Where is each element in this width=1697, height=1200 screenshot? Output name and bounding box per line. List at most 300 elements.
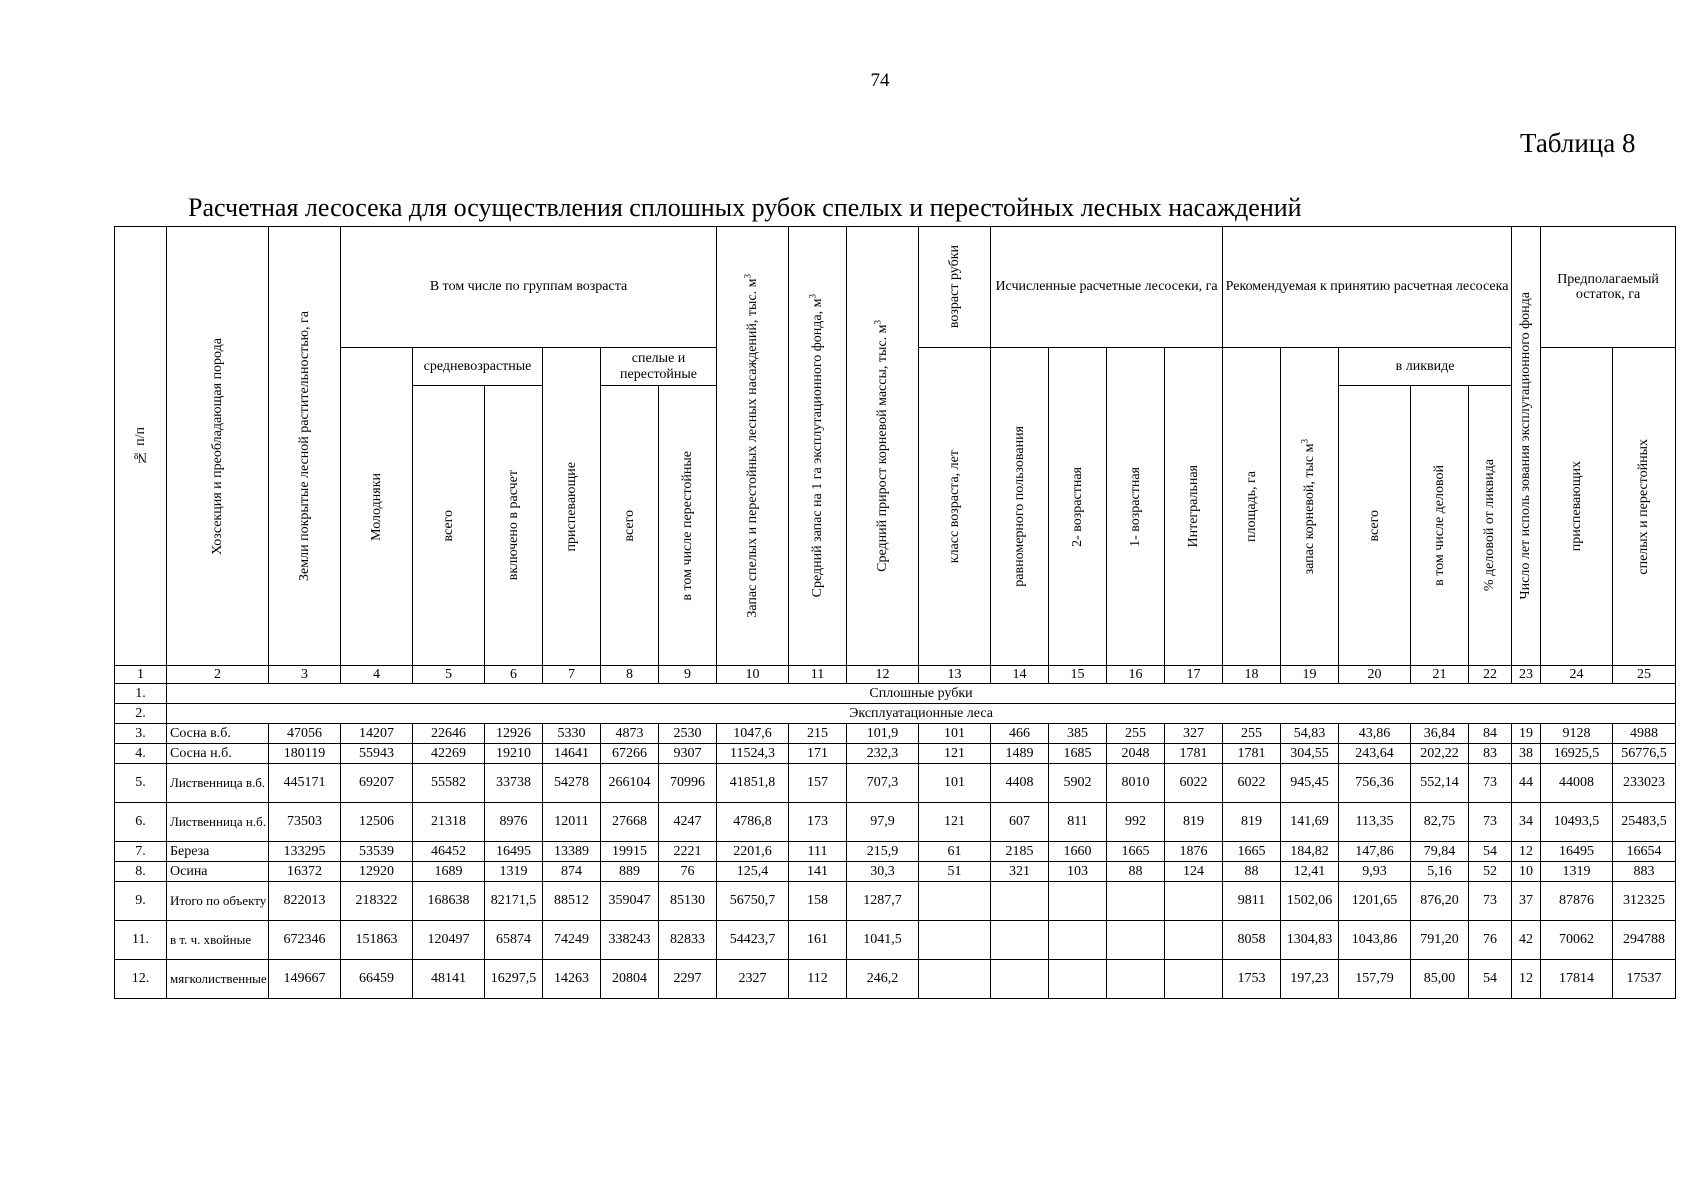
table-cell: 41851,8	[717, 764, 789, 803]
table-cell: 101,9	[847, 724, 919, 744]
table-cell: 69207	[341, 764, 413, 803]
table-cell: 73	[1469, 764, 1512, 803]
table-cell: 445171	[269, 764, 341, 803]
col-number: 10	[717, 666, 789, 684]
header-mature-stock: Запас спелых и перестойных лесных насаждений, тыс. $м^3$	[717, 227, 789, 666]
table-cell: 65874	[485, 921, 543, 960]
table-cell: 321	[991, 862, 1049, 882]
header-age-class: класс возраста, лет	[919, 348, 991, 666]
table-cell: 243,64	[1339, 744, 1411, 764]
header-section-species: Хозсекция и преобладающая порода	[167, 227, 269, 666]
col-number: 12	[847, 666, 919, 684]
table-cell: 88512	[543, 882, 601, 921]
section-row-exploitation	[115, 704, 1676, 724]
table-cell: 992	[1107, 803, 1165, 842]
table-cell: 79,84	[1411, 842, 1469, 862]
col-number: 1	[115, 666, 167, 684]
table-cell: 1502,06	[1281, 882, 1339, 921]
table-cell: 756,36	[1339, 764, 1411, 803]
table-cell: 56750,7	[717, 882, 789, 921]
table-cell	[991, 882, 1049, 921]
table-container	[114, 226, 1675, 995]
col-number: 6	[485, 666, 543, 684]
table-cell	[991, 960, 1049, 999]
section-title: Сплошные рубки	[167, 684, 1676, 704]
table-cell: 171	[789, 744, 847, 764]
table-cell: 55943	[341, 744, 413, 764]
table-cell: 44008	[1541, 764, 1613, 803]
table-row	[115, 744, 1676, 764]
row-label: Лиственница в.б.	[167, 764, 269, 803]
table-cell: 157	[789, 764, 847, 803]
table-row	[115, 724, 1676, 744]
table-cell: 111	[789, 842, 847, 862]
header-avg-stock-per-ha: Средний запас на 1 га эксплутационного фонда, $м^3$	[789, 227, 847, 666]
table-cell: 822013	[269, 882, 341, 921]
table-cell: 61	[919, 842, 991, 862]
table-cell: 6022	[1165, 764, 1223, 803]
table-cell: 819	[1165, 803, 1223, 842]
header-middle-aged: средневозрастные	[413, 348, 543, 386]
table-cell: 14263	[543, 960, 601, 999]
table-cell: 70062	[1541, 921, 1613, 960]
row-number: 4.	[115, 744, 167, 764]
table-cell: 607	[991, 803, 1049, 842]
col-number: 23	[1512, 666, 1541, 684]
table-cell: 54423,7	[717, 921, 789, 960]
table-cell: 466	[991, 724, 1049, 744]
table-cell: 4873	[601, 724, 659, 744]
table-cell: 33738	[485, 764, 543, 803]
table-cell: 233023	[1613, 764, 1676, 803]
header-one-age: 1- возрастная	[1107, 348, 1165, 666]
table-cell: 2048	[1107, 744, 1165, 764]
table-cell: 304,55	[1281, 744, 1339, 764]
table-cell: 12	[1512, 842, 1541, 862]
row-number: 6.	[115, 803, 167, 842]
table-cell: 1201,65	[1339, 882, 1411, 921]
table-cell	[1049, 921, 1107, 960]
table-cell: 82833	[659, 921, 717, 960]
col-number: 4	[341, 666, 413, 684]
header-row-num: № п/п	[115, 227, 167, 666]
header-liquid-business: в том числе деловой	[1411, 386, 1469, 666]
table-cell: 30,3	[847, 862, 919, 882]
table-cell: 4247	[659, 803, 717, 842]
row-number: 8.	[115, 862, 167, 882]
table-cell: 173	[789, 803, 847, 842]
table-cell: 14641	[543, 744, 601, 764]
header-years-of-use: Число лет исполь зования эксплутационного фонда	[1512, 227, 1541, 666]
table-cell	[1165, 882, 1223, 921]
header-mature-total: всего	[601, 386, 659, 666]
table-row	[115, 882, 1676, 921]
table-cell: 141,69	[1281, 803, 1339, 842]
table-cell: 17537	[1613, 960, 1676, 999]
table-cell: 5902	[1049, 764, 1107, 803]
table-cell: 1781	[1165, 744, 1223, 764]
table-cell: 12920	[341, 862, 413, 882]
table-cell: 44	[1512, 764, 1541, 803]
col-number: 19	[1281, 666, 1339, 684]
table-cell: 125,4	[717, 862, 789, 882]
table-cell: 327	[1165, 724, 1223, 744]
table-cell: 38	[1512, 744, 1541, 764]
table-cell: 121	[919, 803, 991, 842]
header-recommended-cut: Рекомендуемая к принятию расчетная лесосека	[1223, 227, 1512, 348]
table-cell: 2185	[991, 842, 1049, 862]
table-cell: 672346	[269, 921, 341, 960]
section-title: Эксплуатационные леса	[167, 704, 1676, 724]
col-number: 7	[543, 666, 601, 684]
table-cell: 16372	[269, 862, 341, 882]
table-cell: 8976	[485, 803, 543, 842]
table-cell: 4408	[991, 764, 1049, 803]
table-cell: 120497	[413, 921, 485, 960]
table-cell: 83	[1469, 744, 1512, 764]
table-cell: 133295	[269, 842, 341, 862]
table-cell: 8058	[1223, 921, 1281, 960]
table-cell: 385	[1049, 724, 1107, 744]
table-cell: 255	[1223, 724, 1281, 744]
table-cell: 151863	[341, 921, 413, 960]
row-label: Лиственница н.б.	[167, 803, 269, 842]
table-cell: 73503	[269, 803, 341, 842]
row-label: Сосна в.б.	[167, 724, 269, 744]
table-cell	[1107, 882, 1165, 921]
col-number: 20	[1339, 666, 1411, 684]
col-number: 15	[1049, 666, 1107, 684]
table-cell: 1665	[1223, 842, 1281, 862]
row-label: Береза	[167, 842, 269, 862]
table-cell: 158	[789, 882, 847, 921]
table-cell: 70996	[659, 764, 717, 803]
table-cell	[1165, 960, 1223, 999]
table-cell: 19	[1512, 724, 1541, 744]
table-cell: 20804	[601, 960, 659, 999]
table-cell: 82171,5	[485, 882, 543, 921]
table-cell: 13389	[543, 842, 601, 862]
table-row	[115, 764, 1676, 803]
row-label: Итого по объекту	[167, 882, 269, 921]
table-cell: 12926	[485, 724, 543, 744]
row-label: Сосна н.б.	[167, 744, 269, 764]
table-cell: 2327	[717, 960, 789, 999]
table-cell: 76	[659, 862, 717, 882]
table-cell: 1781	[1223, 744, 1281, 764]
table-cell: 218322	[341, 882, 413, 921]
table-cell: 48141	[413, 960, 485, 999]
header-liquid-total: всего	[1339, 386, 1411, 666]
table-cell: 359047	[601, 882, 659, 921]
table-row	[115, 842, 1676, 862]
col-number: 13	[919, 666, 991, 684]
table-cell	[919, 960, 991, 999]
table-cell: 1319	[485, 862, 543, 882]
row-number: 9.	[115, 882, 167, 921]
table-cell: 54278	[543, 764, 601, 803]
table-cell: 25483,5	[1613, 803, 1676, 842]
table-cell: 16654	[1613, 842, 1676, 862]
row-number: 3.	[115, 724, 167, 744]
table-cell: 47056	[269, 724, 341, 744]
table-cell: 1665	[1107, 842, 1165, 862]
header-row-1	[115, 227, 1676, 348]
table-cell: 87876	[1541, 882, 1613, 921]
col-number: 16	[1107, 666, 1165, 684]
section-row-clear-cuts	[115, 684, 1676, 704]
table-cell: 113,35	[1339, 803, 1411, 842]
table-cell: 819	[1223, 803, 1281, 842]
table-cell: 811	[1049, 803, 1107, 842]
cutting-table	[114, 226, 1676, 999]
table-cell: 8010	[1107, 764, 1165, 803]
table-cell: 17814	[1541, 960, 1613, 999]
table-cell: 707,3	[847, 764, 919, 803]
row-number: 12.	[115, 960, 167, 999]
table-cell: 73	[1469, 803, 1512, 842]
table-cell	[919, 921, 991, 960]
table-cell: 16925,5	[1541, 744, 1613, 764]
table-cell: 202,22	[1411, 744, 1469, 764]
row-label: в т. ч. хвойные	[167, 921, 269, 960]
header-calculated-cuts: Исчисленные расчетные лесосеки, га	[991, 227, 1223, 348]
table-cell: 791,20	[1411, 921, 1469, 960]
table-cell: 180119	[269, 744, 341, 764]
col-number: 18	[1223, 666, 1281, 684]
header-area: площадь, га	[1223, 348, 1281, 666]
col-number: 9	[659, 666, 717, 684]
table-cell	[1049, 960, 1107, 999]
header-premature: приспевающие	[543, 348, 601, 666]
header-business-pct: % деловой от ликвида	[1469, 386, 1512, 666]
table-cell: 889	[601, 862, 659, 882]
col-number: 17	[1165, 666, 1223, 684]
col-number: 5	[413, 666, 485, 684]
table-cell: 97,9	[847, 803, 919, 842]
table-cell: 5,16	[1411, 862, 1469, 882]
table-cell: 19210	[485, 744, 543, 764]
table-row	[115, 862, 1676, 882]
table-cell: 73	[1469, 882, 1512, 921]
table-cell: 53539	[341, 842, 413, 862]
table-cell: 2297	[659, 960, 717, 999]
table-cell: 12	[1512, 960, 1541, 999]
table-cell: 215	[789, 724, 847, 744]
col-number: 3	[269, 666, 341, 684]
table-cell	[1165, 921, 1223, 960]
table-cell: 76	[1469, 921, 1512, 960]
table-cell: 85,00	[1411, 960, 1469, 999]
table-cell: 197,23	[1281, 960, 1339, 999]
header-mature-group: спелые и перестойные	[601, 348, 717, 386]
table-cell: 19915	[601, 842, 659, 862]
table-cell: 945,45	[1281, 764, 1339, 803]
table-cell: 1319	[1541, 862, 1613, 882]
table-cell: 16495	[485, 842, 543, 862]
table-cell: 266104	[601, 764, 659, 803]
table-cell: 82,75	[1411, 803, 1469, 842]
table-cell: 147,86	[1339, 842, 1411, 862]
column-number-row	[115, 666, 1676, 684]
page-number: 74	[870, 70, 890, 91]
table-cell: 12506	[341, 803, 413, 842]
col-number: 11	[789, 666, 847, 684]
table-cell: 9307	[659, 744, 717, 764]
header-overmature: в том числе перестойные	[659, 386, 717, 666]
table-cell: 101	[919, 764, 991, 803]
table-cell: 10	[1512, 862, 1541, 882]
table-cell: 66459	[341, 960, 413, 999]
table-cell: 12,41	[1281, 862, 1339, 882]
table-cell: 4786,8	[717, 803, 789, 842]
row-number: 11.	[115, 921, 167, 960]
table-cell: 312325	[1613, 882, 1676, 921]
table-cell: 16495	[1541, 842, 1613, 862]
header-remainder-mature: спелых и перестойных	[1613, 348, 1676, 666]
table-cell: 874	[543, 862, 601, 882]
table-cell: 51	[919, 862, 991, 882]
col-number: 2	[167, 666, 269, 684]
table-cell: 2201,6	[717, 842, 789, 862]
table-cell: 124	[1165, 862, 1223, 882]
table-cell: 149667	[269, 960, 341, 999]
table-cell: 84	[1469, 724, 1512, 744]
table-cell: 22646	[413, 724, 485, 744]
table-cell: 6022	[1223, 764, 1281, 803]
col-number: 24	[1541, 666, 1613, 684]
table-cell: 1689	[413, 862, 485, 882]
table-cell: 121	[919, 744, 991, 764]
col-number: 22	[1469, 666, 1512, 684]
table-cell: 9811	[1223, 882, 1281, 921]
table-cell: 43,86	[1339, 724, 1411, 744]
row-number: 7.	[115, 842, 167, 862]
table-cell: 46452	[413, 842, 485, 862]
table-cell: 42	[1512, 921, 1541, 960]
table-cell: 552,14	[1411, 764, 1469, 803]
table-cell: 9128	[1541, 724, 1613, 744]
header-age-groups: В том числе по группам возраста	[341, 227, 717, 348]
table-cell: 21318	[413, 803, 485, 842]
table-cell: 16297,5	[485, 960, 543, 999]
table-cell: 37	[1512, 882, 1541, 921]
table-cell	[1049, 882, 1107, 921]
col-number: 14	[991, 666, 1049, 684]
table-cell: 88	[1107, 862, 1165, 882]
table-cell: 141	[789, 862, 847, 882]
table-cell: 5330	[543, 724, 601, 744]
header-forested-land: Земли покрытые лесной растительностью, га	[269, 227, 341, 666]
col-number: 25	[1613, 666, 1676, 684]
table-cell: 294788	[1613, 921, 1676, 960]
table-row	[115, 960, 1676, 999]
table-cell: 1287,7	[847, 882, 919, 921]
table-cell: 1041,5	[847, 921, 919, 960]
table-cell: 168638	[413, 882, 485, 921]
header-integral: Интегральная	[1165, 348, 1223, 666]
row-number: 5.	[115, 764, 167, 803]
table-cell: 36,84	[1411, 724, 1469, 744]
table-cell	[991, 921, 1049, 960]
header-root-stock: запас корневой, тыс $м^3$	[1281, 348, 1339, 666]
table-cell: 338243	[601, 921, 659, 960]
section-number: 2.	[115, 704, 167, 724]
row-label: мягколиственные	[167, 960, 269, 999]
table-cell: 9,93	[1339, 862, 1411, 882]
table-cell: 27668	[601, 803, 659, 842]
table-cell	[919, 882, 991, 921]
row-label: Осина	[167, 862, 269, 882]
table-cell: 103	[1049, 862, 1107, 882]
col-number: 8	[601, 666, 659, 684]
table-label: Таблица 8	[1520, 128, 1636, 158]
col-number: 21	[1411, 666, 1469, 684]
header-liquid: в ликвиде	[1339, 348, 1512, 386]
table-cell: 34	[1512, 803, 1541, 842]
table-cell: 55582	[413, 764, 485, 803]
table-cell: 85130	[659, 882, 717, 921]
table-cell: 215,9	[847, 842, 919, 862]
header-two-age: 2- возрастная	[1049, 348, 1107, 666]
table-cell: 1047,6	[717, 724, 789, 744]
table-cell: 112	[789, 960, 847, 999]
table-cell: 184,82	[1281, 842, 1339, 862]
table-cell: 1876	[1165, 842, 1223, 862]
table-cell: 1685	[1049, 744, 1107, 764]
table-cell: 883	[1613, 862, 1676, 882]
table-cell: 1304,83	[1281, 921, 1339, 960]
table-cell: 54	[1469, 842, 1512, 862]
header-middle-included: включено в расчет	[485, 386, 543, 666]
table-cell: 876,20	[1411, 882, 1469, 921]
table-cell: 2221	[659, 842, 717, 862]
table-row	[115, 921, 1676, 960]
header-middle-total: всего	[413, 386, 485, 666]
table-cell: 10493,5	[1541, 803, 1613, 842]
table-cell: 74249	[543, 921, 601, 960]
table-cell: 101	[919, 724, 991, 744]
table-cell: 161	[789, 921, 847, 960]
table-cell: 4988	[1613, 724, 1676, 744]
table-cell: 56776,5	[1613, 744, 1676, 764]
table-cell: 88	[1223, 862, 1281, 882]
table-cell: 246,2	[847, 960, 919, 999]
table-cell: 52	[1469, 862, 1512, 882]
table-cell: 14207	[341, 724, 413, 744]
table-cell: 1753	[1223, 960, 1281, 999]
section-number: 1.	[115, 684, 167, 704]
table-cell: 67266	[601, 744, 659, 764]
table-cell: 1043,86	[1339, 921, 1411, 960]
table-cell	[1107, 921, 1165, 960]
table-cell: 54	[1469, 960, 1512, 999]
table-cell: 2530	[659, 724, 717, 744]
table-cell: 12011	[543, 803, 601, 842]
table-cell: 54,83	[1281, 724, 1339, 744]
header-remainder-premature: приспевающих	[1541, 348, 1613, 666]
table-cell: 255	[1107, 724, 1165, 744]
header-cutting-age: возраст рубки	[919, 227, 991, 348]
table-cell: 232,3	[847, 744, 919, 764]
table-cell: 11524,3	[717, 744, 789, 764]
table-cell: 157,79	[1339, 960, 1411, 999]
header-remainder: Предполагаемый остаток, га	[1541, 227, 1676, 348]
table-cell: 42269	[413, 744, 485, 764]
document-title: Расчетная лесосека для осуществления сплошных рубок спелых и перестойных лесных насаждений	[188, 193, 1302, 222]
header-avg-growth: Средний прирост корневой массы, тыс. $м^3$	[847, 227, 919, 666]
header-even-use: равномерного пользования	[991, 348, 1049, 666]
